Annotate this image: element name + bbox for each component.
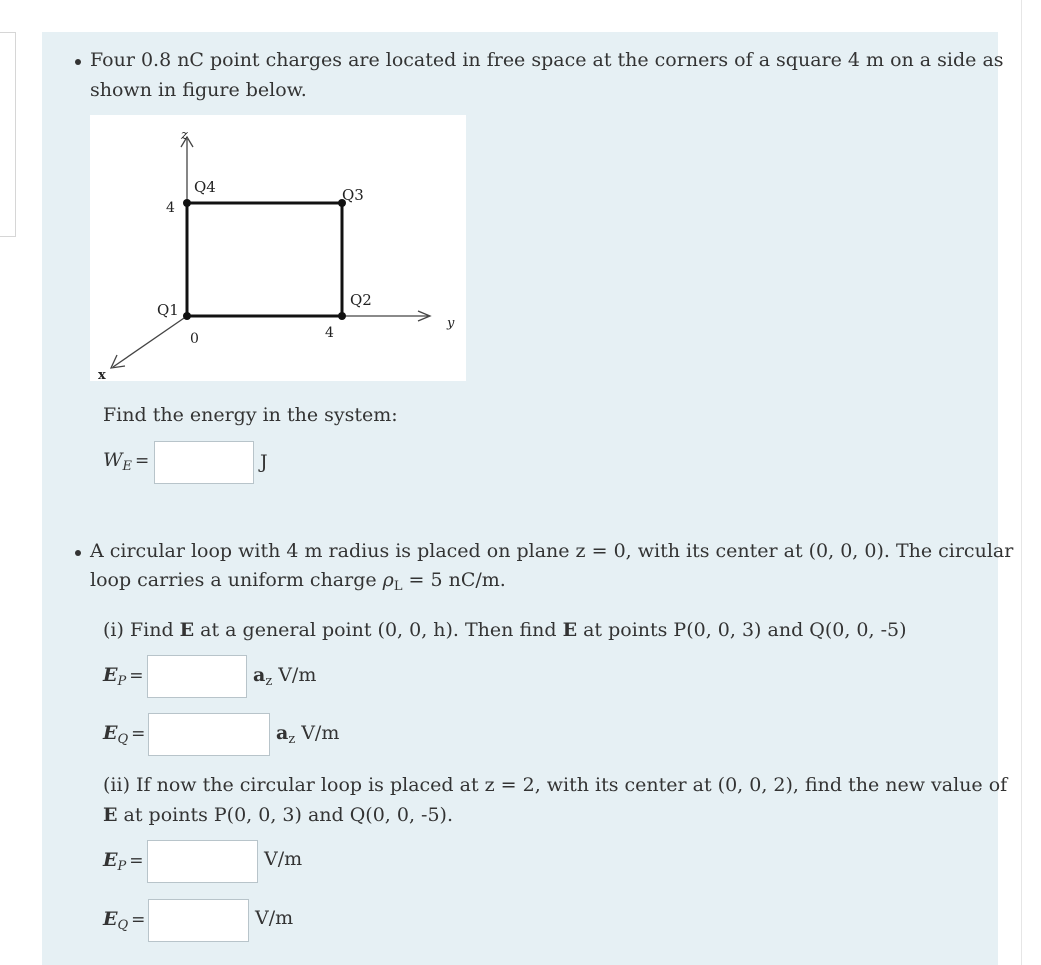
x-axis-line <box>113 316 187 367</box>
x-axis-arrow <box>111 355 125 368</box>
ep2-label: $E_P$ = <box>103 849 144 874</box>
problem2-statement-line2: loop carries a uniform charge $\rho_L = 5$ nC/m. <box>90 569 506 594</box>
charge-q4-dot <box>183 199 191 207</box>
charge-q3-label: Q3 <box>342 186 364 204</box>
eq1-unit: $a_z$ V/m <box>276 722 340 747</box>
z-axis-label: z <box>181 128 188 143</box>
eq2-label: $E_Q$ = <box>103 908 146 933</box>
bullet-1 <box>75 59 81 65</box>
energy-answer-input[interactable] <box>154 441 254 484</box>
eq1-label: $E_Q$ = <box>103 722 146 747</box>
charge-q2-label: Q2 <box>350 291 372 309</box>
eq2-answer-input[interactable] <box>148 899 249 942</box>
energy-unit: J <box>260 451 268 473</box>
charge-q4-label: Q4 <box>194 178 216 196</box>
right-divider <box>1021 0 1022 965</box>
bullet-2 <box>75 550 81 556</box>
energy-label: $W_E$ = <box>103 449 150 474</box>
charge-q1-label: Q1 <box>157 301 179 319</box>
problem1-statement-line1: Four 0.8 nC point charges are located in free space at the corners of a square 4 m on a side as <box>90 49 1004 71</box>
eq2-unit: V/m <box>255 907 294 929</box>
y-axis-label: y <box>447 316 455 331</box>
problem2-statement-line1: A circular loop with 4 m radius is placed on plane z = 0, with its center at (0, 0, 0). The circular <box>90 540 1014 562</box>
ep2-answer-input[interactable] <box>147 840 258 883</box>
part1-question: (i) Find E at a general point (0, 0, h). Then find E at points P(0, 0, 3) and Q(0, 0, -5) <box>103 619 907 641</box>
charge-q1-dot <box>183 312 191 320</box>
charge-square-figure <box>90 115 466 381</box>
left-edge-tab <box>0 32 16 237</box>
problem1-statement-line2: shown in figure below. <box>90 79 307 101</box>
problem1-question: Find the energy in the system: <box>103 404 398 426</box>
tick-origin: 0 <box>190 331 199 347</box>
ep2-unit: V/m <box>264 848 303 870</box>
x-axis-label: x <box>98 368 106 381</box>
ep1-unit: $a_z$ V/m <box>253 664 317 689</box>
ep1-answer-input[interactable] <box>147 655 247 698</box>
square-outline <box>187 203 342 316</box>
eq1-answer-input[interactable] <box>148 713 270 756</box>
tick-z-4: 4 <box>166 200 175 216</box>
charge-q2-dot <box>338 312 346 320</box>
tick-y-4: 4 <box>325 325 334 341</box>
part2-question-line2: E at points P(0, 0, 3) and Q(0, 0, -5). <box>103 804 453 826</box>
part2-question-line1: (ii) If now the circular loop is placed at z = 2, with its center at (0, 0, 2), find the new value of <box>103 774 1008 796</box>
ep1-label: $E_P$ = <box>103 664 144 689</box>
